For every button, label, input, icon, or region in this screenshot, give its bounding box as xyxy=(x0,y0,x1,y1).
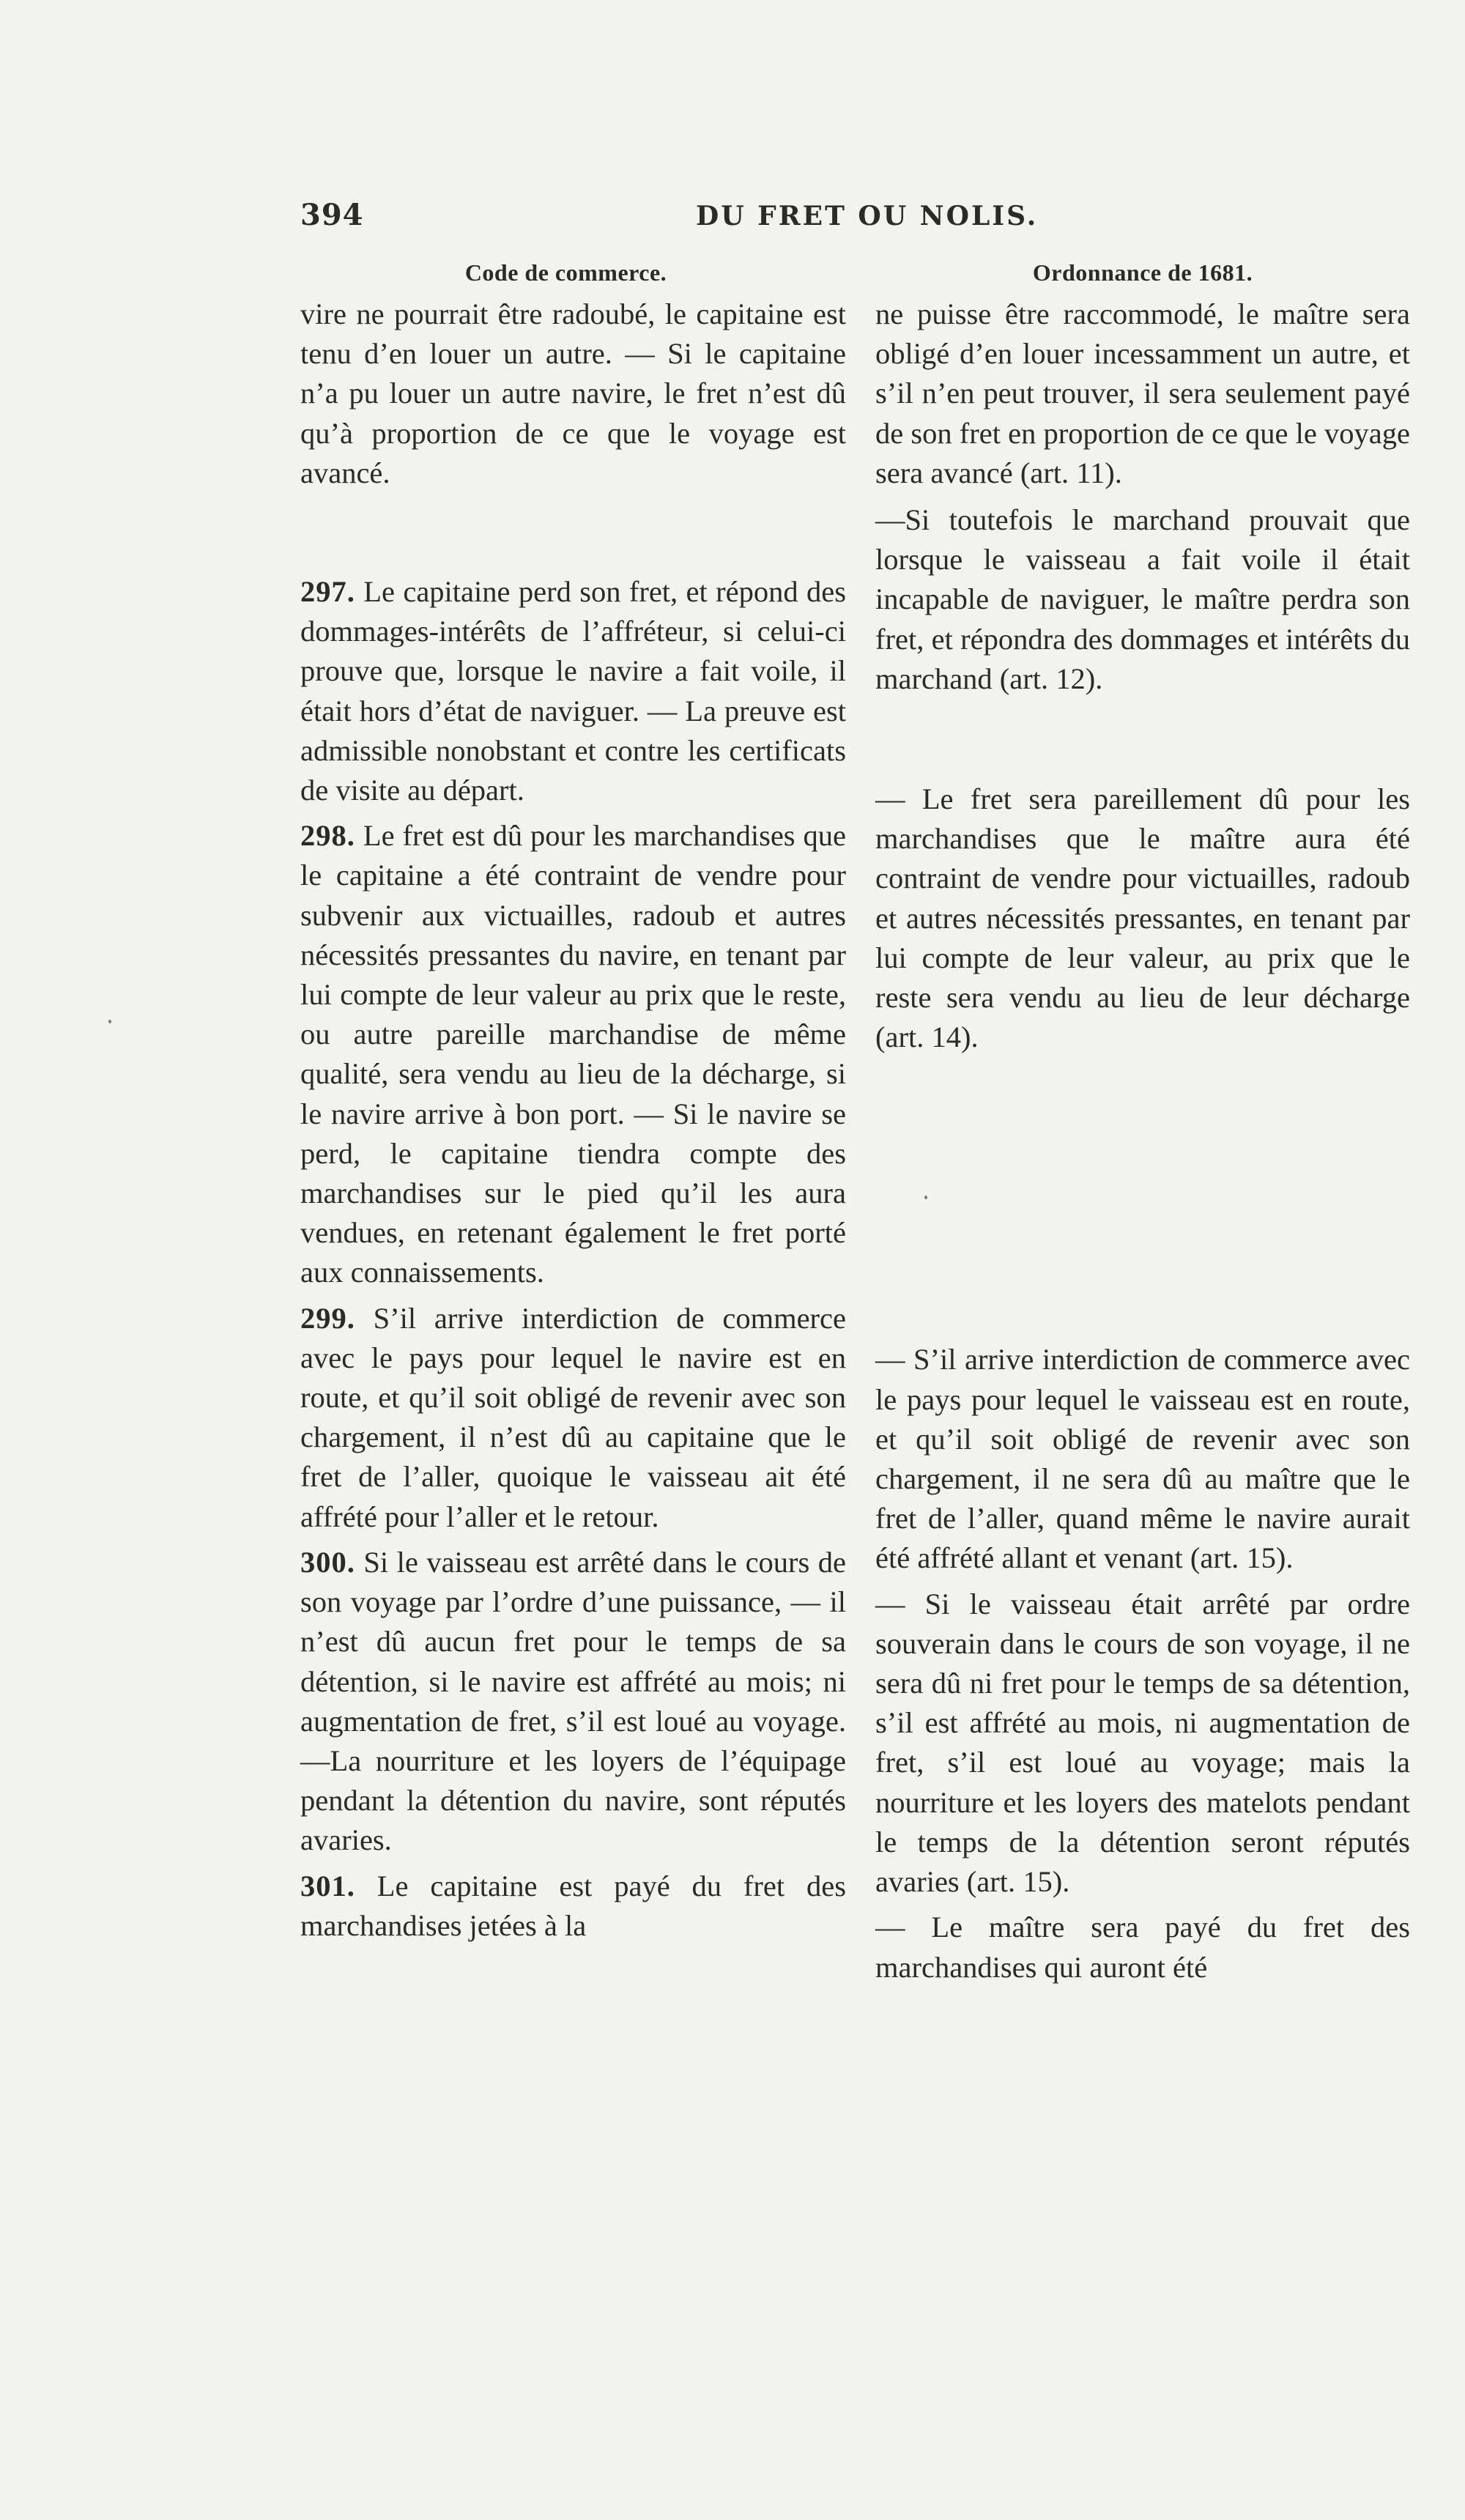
column-heading-ordonnance: Ordonnance de 1681. xyxy=(1032,259,1253,286)
code-de-commerce-column xyxy=(300,256,846,1946)
article-number: 299. xyxy=(300,1301,355,1335)
column-heading-code: Code de commerce. xyxy=(464,259,667,286)
article-number: 301. xyxy=(300,1869,355,1902)
article-text: Si le vaisseau est arrêté dans le cours de son voyage par l’ordre d’une puissance, — il n’est dû aucun fret pour le temps de sa détention, si le navire est affrété au mois; ni augmentation de fret, s’il est loué au voyage.—La nourriture et les loyers de l’équipage pendant la détention du navire, sont réputés avaries. xyxy=(300,1545,846,1857)
article-298 xyxy=(300,816,846,1292)
ordonnance-paragraph: ne puisse être raccommodé, le maître sera obligé d’en louer incessamment un autre, et s’il n’en peut trouver, il sera seulement payé de son fret en proportion de ce que le voyage sera avancé (art. 11). xyxy=(875,297,1410,489)
article-number: 300. xyxy=(300,1545,355,1579)
ordonnance-paragraph: —Si toutefois le marchand prouvait que lorsque le vaisseau a fait voile il était incapable de naviguer, le maître perdra son fret, et répondra des dommages et intérêts du marchand (art. 12). xyxy=(875,503,1410,695)
running-title: DU FRET OU NOLIS. xyxy=(696,201,1039,231)
article-number: 298. xyxy=(300,819,355,853)
article-text: Le fret est dû pour les marchandises que le capitaine a été contraint de vendre pour subvenir aux victuailles, radoub et autres nécessités pressantes du navire, en tenant par lui compte de leur valeur au prix que le reste, ou autre pareille marchandise de même qualité, sera vendu au lieu de la décharge, si le navire arrive à bon port. — Si le navire se perd, le capitaine tiendra compte des marchandises sur le pied qu’il les aura vendues, en retenant également le fret porté aux connaissements. xyxy=(300,819,846,1289)
paper-speck xyxy=(924,1196,927,1199)
article-297 xyxy=(300,572,846,810)
article-number: 297. xyxy=(300,575,355,609)
ordonnance-paragraph: — Si le vaisseau était arrêté par ordre souverain dans le cours de son voyage, il ne sera dû ni fret pour le temps de sa détention, s’il est affrété au mois, ni augmentation de fret, s’il est loué au voyage; mais la nourriture et les loyers des matelots pendant le temps de la détention seront réputés avaries (art. 15). xyxy=(875,1587,1410,1899)
ordonnance-paragraph: — Le fret sera pareillement dû pour les marchandises que le maître aura été contraint de vendre pour victuailles, radoub et autres nécessités pressantes, en tenant par lui compte de leur valeur, au prix que le reste sera vendu au lieu de leur décharge (art. 14). xyxy=(875,782,1410,1054)
paper-speck xyxy=(108,1020,111,1023)
page-number: 394 xyxy=(300,198,364,232)
article-301 xyxy=(300,1867,846,1946)
page-header xyxy=(300,198,1326,234)
article-299 xyxy=(300,1299,846,1537)
article-text: Le capitaine perd son fret, et répond des dommages-intérêts de l’affréteur, si celui-ci prouve que, lorsque le navire a fait voile, il était hors d’état de naviguer. — La preuve est admissible nonobstant et contre les certificats de visite au départ. xyxy=(300,575,846,807)
ordonnance-paragraph: — Le maître sera payé du fret des marchandises qui auront été xyxy=(875,1911,1410,1984)
article-text: S’il arrive interdiction de commerce avec le pays pour lequel le navire est en route, et qu’il soit obligé de revenir avec son chargement, il n’est dû au capitaine que le fret de l’aller, quoique le vaisseau ait été affrété pour l’aller et le retour. xyxy=(300,1301,846,1533)
ordonnance-1681-column xyxy=(875,256,1410,1987)
article-text: Le capitaine est payé du fret des marchandises jetées à la xyxy=(300,1869,846,1942)
paragraph-continuation: vire ne pourrait être radoubé, le capitaine est tenu d’en louer un autre. — Si le capitaine n’a pu louer un autre navire, le fret n’est dû qu’à proportion de ce que le voyage est avancé. xyxy=(300,297,846,489)
ordonnance-paragraph: — S’il arrive interdiction de commerce avec le pays pour lequel le vaisseau est en route, et qu’il soit obligé de revenir avec son chargement, il ne sera dû au maître que le fret de l’aller, quand même le navire aurait été affrété allant et venant (art. 15). xyxy=(875,1343,1410,1575)
article-300 xyxy=(300,1543,846,1861)
